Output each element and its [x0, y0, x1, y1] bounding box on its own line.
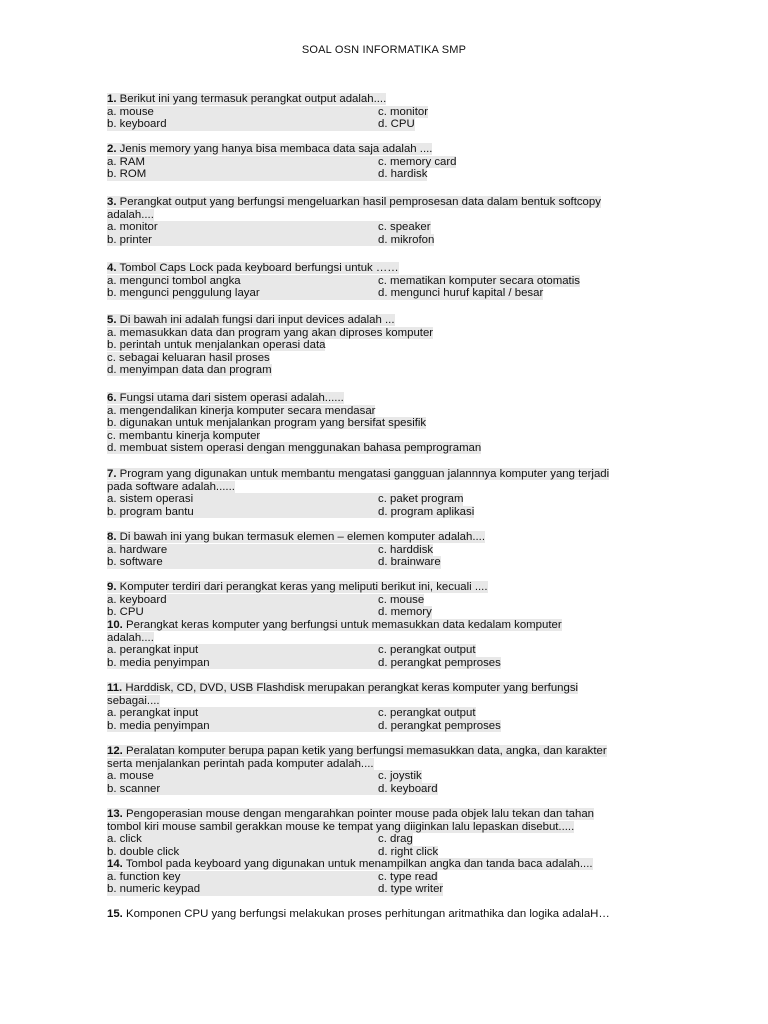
answer-option: b. printer — [107, 234, 378, 247]
answer-option: c. harddisk — [378, 543, 434, 556]
question-text: Komputer terdiri dari perangkat keras yang meliputi berikut ini, kecuali .... — [119, 581, 488, 593]
answer-option: d. perangkat pemproses — [378, 719, 501, 732]
question-12 — [107, 745, 667, 795]
question-number: 4. — [107, 262, 117, 274]
question-number: 9. — [107, 581, 117, 593]
answer-option: d. memory — [378, 606, 432, 619]
answer-option: d. hardisk — [378, 168, 428, 181]
question-number: 10. — [107, 619, 123, 631]
answer-option: d. right click — [378, 845, 439, 858]
answer-option: a. memasukkan data dan program yang akan diproses komputer — [107, 326, 434, 339]
answer-option: c. monitor — [378, 105, 429, 118]
answer-option: c. perangkat output — [378, 644, 476, 657]
answer-option: d. CPU — [378, 118, 415, 131]
answer-option: a. mengunci tombol angka — [107, 275, 378, 288]
answer-option: d. menyimpan data dan program — [107, 364, 272, 377]
answer-option: a. sistem operasi — [107, 493, 378, 506]
question-text: adalah.... — [107, 208, 154, 221]
answer-option: a. RAM — [107, 156, 378, 169]
question-text: adalah.... — [107, 631, 154, 644]
answer-option: a. mengendalikan kinerja komputer secara mendasar — [107, 404, 376, 417]
question-text: Harddisk, CD, DVD, USB Flashdisk merupakan perangkat keras komputer yang berfungsi — [125, 682, 579, 694]
question-text: Perangkat output yang berfungsi mengeluarkan hasil pemprosesan data dalam bentuk softcopy — [119, 196, 601, 208]
answer-option: c. paket program — [378, 493, 464, 506]
answer-option: b. scanner — [107, 783, 378, 796]
question-3 — [107, 196, 667, 246]
answer-option: a. monitor — [107, 221, 378, 234]
question-15 — [107, 908, 667, 921]
question-number: 13. — [107, 808, 123, 820]
answer-option: c. memory card — [378, 155, 457, 168]
question-text: Di bawah ini adalah fungsi dari input devices adalah ... — [119, 314, 395, 326]
question-6 — [107, 392, 667, 455]
answer-option: d. program aplikasi — [378, 505, 475, 518]
answer-option: b. CPU — [107, 606, 378, 619]
question-1 — [107, 93, 667, 131]
answer-option: a. keyboard — [107, 594, 378, 607]
question-number: 2. — [107, 143, 117, 155]
answer-option: d. mengunci huruf kapital / besar — [378, 287, 544, 300]
answer-option: b. perintah untuk menjalankan operasi data — [107, 339, 326, 352]
question-number: 8. — [107, 531, 117, 543]
question-number: 12. — [107, 745, 123, 757]
question-text: tombol kiri mouse sambil gerakkan mouse ke tempat yang diiginkan lalu lepaskan disebut..... — [107, 820, 575, 833]
answer-option: d. membuat sistem operasi dengan menggunakan bahasa pemprograman — [107, 442, 482, 455]
question-11 — [107, 682, 667, 732]
answer-option: a. perangkat input — [107, 644, 378, 657]
question-4 — [107, 262, 667, 300]
answer-option: d. mikrofon — [378, 233, 435, 246]
answer-option: c. membantu kinerja komputer — [107, 429, 261, 442]
answer-option: b. media penyimpan — [107, 657, 378, 670]
answer-option: d. type writer — [378, 883, 444, 896]
question-text: Di bawah ini yang bukan termasuk elemen – elemen komputer adalah.... — [119, 531, 486, 543]
answer-option: a. click — [107, 833, 378, 846]
answer-option: b. keyboard — [107, 118, 378, 131]
answer-option: c. drag — [378, 833, 413, 846]
question-number: 5. — [107, 314, 117, 326]
question-text: pada software adalah...... — [107, 480, 235, 493]
question-number: 11. — [107, 682, 123, 694]
question-text: Tombol Caps Lock pada keyboard berfungsi untuk …… — [119, 262, 399, 274]
question-text: serta menjalankan perintah pada komputer adalah.... — [107, 757, 374, 770]
question-text: Peralatan komputer berupa papan ketik yang berfungsi memasukkan data, angka, dan karakter — [126, 745, 607, 757]
answer-option: b. software — [107, 556, 378, 569]
question-number: 15. — [107, 908, 123, 920]
answer-option: c. speaker — [378, 221, 431, 234]
question-text: Pengoperasian mouse dengan mengarahkan pointer mouse pada objek lalu tekan dan tahan — [126, 808, 595, 820]
answer-option: b. double click — [107, 846, 378, 859]
question-number: 7. — [107, 468, 117, 480]
answer-option: b. numeric keypad — [107, 883, 378, 896]
answer-option: a. function key — [107, 871, 378, 884]
answer-option: b. ROM — [107, 168, 378, 181]
answer-option: c. type read — [378, 870, 438, 883]
answer-option: a. hardware — [107, 544, 378, 557]
question-number: 1. — [107, 93, 117, 105]
question-5 — [107, 314, 667, 377]
question-2 — [107, 143, 667, 181]
page-title: SOAL OSN INFORMATIKA SMP — [301, 44, 467, 56]
answer-option: d. brainware — [378, 556, 441, 569]
question-text: sebagai.... — [107, 694, 160, 707]
question-text: Berikut ini yang termasuk perangkat output adalah.... — [119, 93, 387, 105]
question-text: Komponen CPU yang berfungsi melakukan proses perhitungan aritmathika dan logika adalaH… — [126, 908, 610, 920]
question-14 — [107, 858, 667, 896]
answer-option: b. program bantu — [107, 506, 378, 519]
question-text: Fungsi utama dari sistem operasi adalah...... — [119, 392, 344, 404]
question-text: Jenis memory yang hanya bisa membaca data saja adalah .... — [119, 143, 433, 155]
answer-option: d. keyboard — [378, 782, 438, 795]
answer-option: a. perangkat input — [107, 707, 378, 720]
question-7 — [107, 468, 667, 518]
question-10 — [107, 619, 667, 669]
answer-option: c. sebagai keluaran hasil proses — [107, 351, 270, 364]
question-number: 14. — [107, 858, 123, 870]
question-number: 3. — [107, 196, 117, 208]
answer-option: b. digunakan untuk menjalankan program yang bersifat spesifik — [107, 417, 427, 430]
answer-option: b. mengunci penggulung layar — [107, 287, 378, 300]
answer-option: b. media penyimpan — [107, 720, 378, 733]
question-9 — [107, 581, 667, 619]
answer-option: c. perangkat output — [378, 707, 476, 720]
question-8 — [107, 531, 667, 569]
answer-option: c. mematikan komputer secara otomatis — [378, 274, 580, 287]
answer-option: c. joystik — [378, 770, 422, 783]
question-number: 6. — [107, 392, 117, 404]
answer-option: c. mouse — [378, 593, 425, 606]
question-text: Perangkat keras komputer yang berfungsi untuk memasukkan data kedalam komputer — [126, 619, 562, 631]
answer-option: a. mouse — [107, 770, 378, 783]
answer-option: d. perangkat pemproses — [378, 656, 501, 669]
question-text: Program yang digunakan untuk membantu mengatasi gangguan jalannnya komputer yang terjadi — [119, 468, 610, 480]
question-13 — [107, 808, 667, 858]
answer-option: a. mouse — [107, 106, 378, 119]
question-text: Tombol pada keyboard yang digunakan untuk menampilkan angka dan tanda baca adalah.... — [125, 858, 593, 870]
